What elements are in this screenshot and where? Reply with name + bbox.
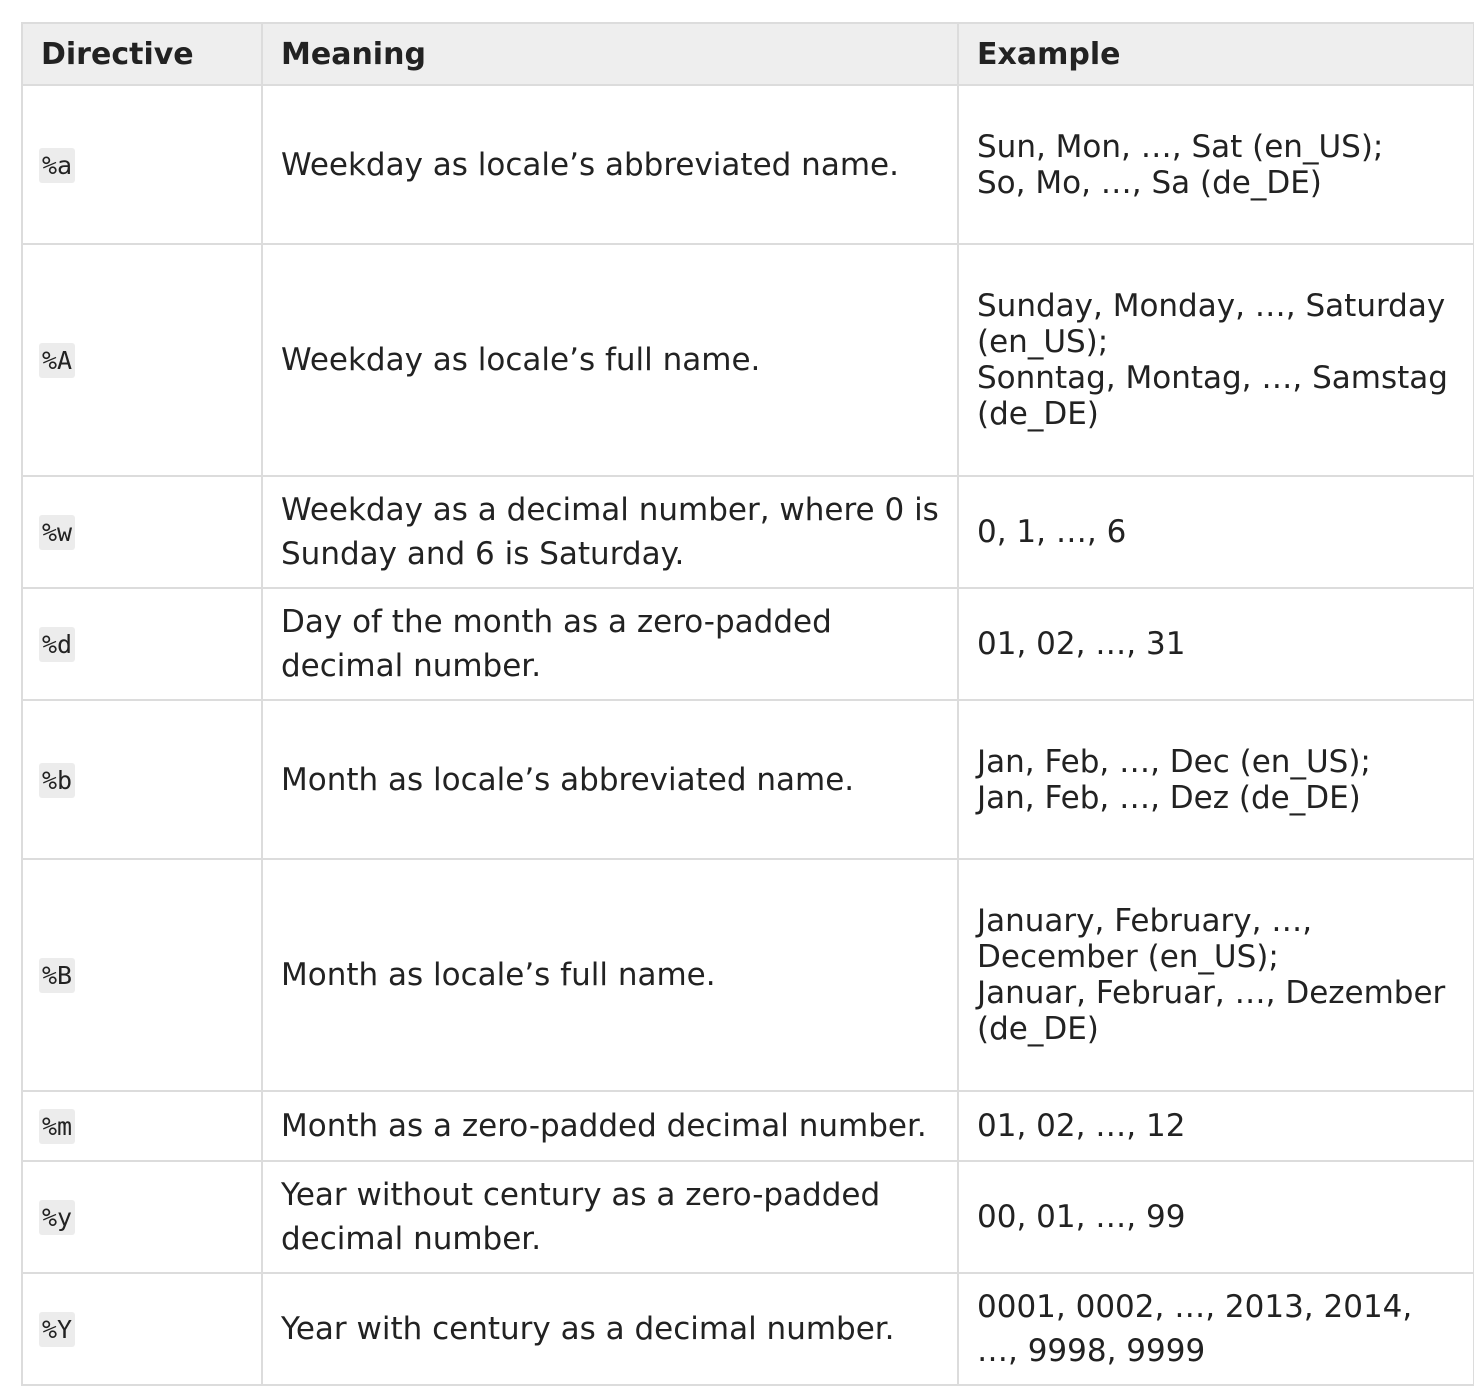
meaning-cell xyxy=(262,1161,958,1273)
example-text: 00, 01, …, 99 xyxy=(977,1199,1186,1235)
meaning-cell xyxy=(262,244,958,476)
table-body xyxy=(22,85,1474,1385)
example-cell xyxy=(958,700,1474,859)
meaning-line: Year without century as a zero-padded xyxy=(281,1177,881,1213)
directive-cell xyxy=(22,85,262,244)
directive-code: %a xyxy=(39,148,75,183)
example-text: 01, 02, …, 12 xyxy=(977,1108,1186,1144)
directive-code: %A xyxy=(39,343,75,378)
header-row xyxy=(22,23,1474,85)
example-line: …, 9998, 9999 xyxy=(977,1333,1206,1369)
example-cell xyxy=(958,1091,1474,1161)
example-line: January, February, …, xyxy=(977,903,1313,939)
directive-code: %B xyxy=(39,958,75,993)
meaning-line: decimal number. xyxy=(281,1221,542,1257)
directive-cell xyxy=(22,859,262,1091)
directives-table xyxy=(21,22,1474,1386)
meaning-text: Weekday as locale’s full name. xyxy=(281,342,761,378)
meaning-cell xyxy=(262,1273,958,1385)
directive-cell xyxy=(22,1091,262,1161)
example-cell xyxy=(958,588,1474,700)
example-cell xyxy=(958,859,1474,1091)
directive-code: %b xyxy=(39,763,75,798)
table-row xyxy=(22,1161,1474,1273)
example-cell xyxy=(958,476,1474,588)
directive-cell xyxy=(22,588,262,700)
directive-code: %w xyxy=(39,515,75,550)
directive-cell xyxy=(22,1161,262,1273)
table-row xyxy=(22,1273,1474,1385)
meaning-line: decimal number. xyxy=(281,648,542,684)
header-meaning: Meaning xyxy=(262,23,958,85)
example-line: Jan, Feb, …, Dez (de_DE) xyxy=(977,779,1361,816)
directive-code: %y xyxy=(39,1200,75,1235)
directive-cell xyxy=(22,1273,262,1385)
example-cell xyxy=(958,1161,1474,1273)
meaning-line: Sunday and 6 is Saturday. xyxy=(281,536,685,572)
table-row xyxy=(22,244,1474,476)
example-line: (de_DE) xyxy=(977,1011,1099,1047)
meaning-line: Day of the month as a zero-padded xyxy=(281,604,832,640)
directive-cell xyxy=(22,244,262,476)
example-cell xyxy=(958,85,1474,244)
example-cell xyxy=(958,1273,1474,1385)
example-line: 0001, 0002, …, 2013, 2014, xyxy=(977,1289,1413,1325)
directive-cell xyxy=(22,700,262,859)
meaning-text: Month as a zero-padded decimal number. xyxy=(281,1108,927,1144)
example-line: Sun, Mon, …, Sat (en_US); xyxy=(977,128,1384,165)
example-line: December (en_US); xyxy=(977,939,1279,975)
meaning-cell xyxy=(262,700,958,859)
example-text: 01, 02, …, 31 xyxy=(977,626,1186,662)
meaning-text: Month as locale’s full name. xyxy=(281,957,716,993)
meaning-cell xyxy=(262,476,958,588)
meaning-text: Year with century as a decimal number. xyxy=(281,1311,895,1347)
example-line: So, Mo, …, Sa (de_DE) xyxy=(977,164,1322,201)
meaning-cell xyxy=(262,85,958,244)
example-line: (en_US); xyxy=(977,324,1109,360)
meaning-cell xyxy=(262,859,958,1091)
meaning-cell xyxy=(262,588,958,700)
header-directive: Directive xyxy=(22,23,262,85)
example-line: Sunday, Monday, …, Saturday xyxy=(977,288,1446,324)
directive-cell xyxy=(22,476,262,588)
directive-code: %Y xyxy=(39,1312,75,1347)
header-example: Example xyxy=(958,23,1474,85)
directive-code: %d xyxy=(39,627,75,662)
example-line: Sonntag, Montag, …, Samstag xyxy=(977,360,1448,396)
table-row xyxy=(22,588,1474,700)
meaning-line: Weekday as a decimal number, where 0 is xyxy=(281,492,939,528)
table-row xyxy=(22,1091,1474,1161)
example-line: (de_DE) xyxy=(977,396,1099,432)
directive-code: %m xyxy=(39,1109,75,1144)
meaning-text: Month as locale’s abbreviated name. xyxy=(281,761,855,798)
example-line: Januar, Februar, …, Dezember xyxy=(977,975,1446,1011)
meaning-cell xyxy=(262,1091,958,1161)
example-text: 0, 1, …, 6 xyxy=(977,514,1127,550)
meaning-text: Weekday as locale’s abbreviated name. xyxy=(281,146,899,183)
table-row xyxy=(22,859,1474,1091)
example-cell xyxy=(958,244,1474,476)
table-row xyxy=(22,85,1474,244)
table-header xyxy=(22,23,1474,85)
table-row xyxy=(22,476,1474,588)
table-row xyxy=(22,700,1474,859)
example-line: Jan, Feb, …, Dec (en_US); xyxy=(977,743,1371,780)
